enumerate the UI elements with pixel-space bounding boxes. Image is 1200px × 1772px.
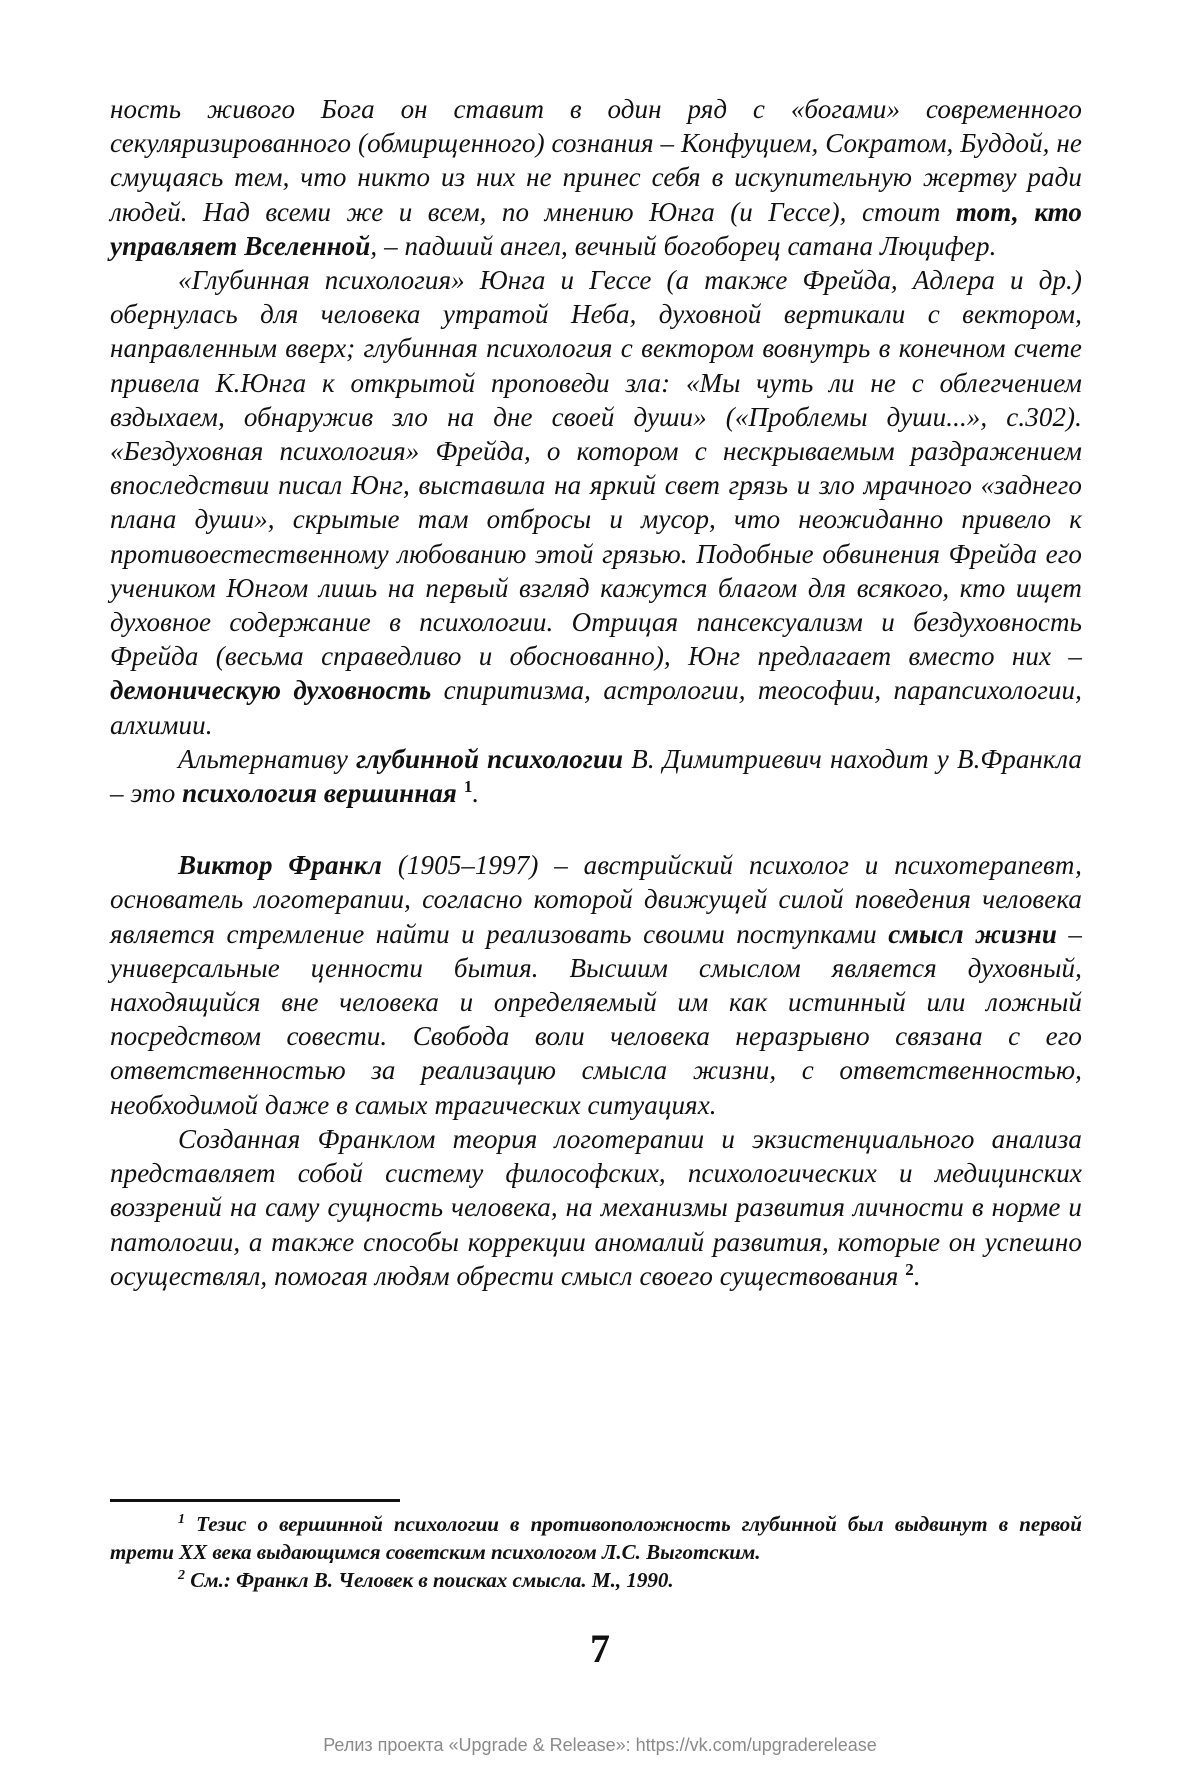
text-run: . bbox=[472, 778, 480, 809]
footnote-separator bbox=[110, 1499, 400, 1502]
emphasis-text: тот, кто управляет Вселенной bbox=[110, 196, 1082, 261]
footnote-reference: 1 bbox=[463, 777, 473, 797]
paragraph bbox=[110, 848, 1082, 1122]
footnote-number: 1 bbox=[178, 1512, 185, 1527]
release-credit: Релиз проекта «Upgrade & Release»: https://vk.com/upgraderelease bbox=[323, 1735, 877, 1755]
footnote-text: Тезис о вершинной психологии в противоположность глубинной был выдвинут в первой трети XX века выдающимся советским психологом Л.С. Выготским. bbox=[110, 1512, 1082, 1564]
text-run: спиритизма, астрологии, теософии, парапсихологии, алхимии. bbox=[110, 675, 1083, 740]
paragraph bbox=[110, 263, 1082, 742]
text-run: «Глубинная психология» Юнга и Гессе (а также Фрейда, Адлера и др.) обернулась для человека утратой Неба, духовной вертикали с вектором, направленным вверх; глубинная психология с вектором вовнутрь в конечном счете привела К.Юнга к открытой проповеди зла: «Мы чуть ли не с облегчением вздыхаем, обнаружив зло на дне своей души» («Проблемы души...», с.302). «Бездуховная психология» Фрейда, о котором с нескрываемым раздражением впоследствии писал Юнг, выставила на яркий свет грязь и зло мрачного «заднего плана души», скрытые там отбросы и мусор, что неожиданно привело к противоестественному любованию этой грязью. Подобные обвинения Фрейда его учеником Юнгом лишь на первый взгляд кажутся благом для всякого, кто ищет духовное содержание в психологии. Отрицая пансексуализм и бездуховность Фрейда (весьма справедливо и обоснованно), Юнг предлагает вместо них – bbox=[110, 265, 1082, 672]
emphasis-text: глубинной психологии bbox=[356, 743, 624, 774]
paragraph bbox=[110, 742, 1082, 810]
text-run: ность живого Бога он ставит в один ряд с «богами» современного секуляризированного (обмирщенного) сознания – Конфуцием, Сократом, Буддой, не смущаясь тем, что никто из них не принес себя в искупительную жертву ради людей. Над всеми же и всем, по мнению Юнга (и Гессе), стоит bbox=[110, 94, 1082, 227]
paragraph bbox=[110, 1122, 1082, 1293]
text-run: Альтернативу bbox=[178, 743, 357, 774]
emphasis-text: демоническую духовность bbox=[110, 675, 432, 706]
text-run: – универсальные ценности бытия. Высшим смыслом является духовный, находящийся вне человека и определяемый им как истинный или ложный посредством совести. Свобода воли человека неразрывно связана с его ответственностью за реализацию смысла жизни, с ответственностью, необходимой даже в самых трагических ситуациях. bbox=[110, 918, 1083, 1120]
paragraph bbox=[110, 92, 1082, 263]
emphasis-text: смысл жизни bbox=[888, 918, 1057, 949]
footnote-number: 2 bbox=[178, 1568, 185, 1583]
footnote bbox=[110, 1566, 1082, 1594]
footnote-reference: 2 bbox=[905, 1259, 914, 1279]
text-run: , – падший ангел, вечный богоборец сатана Люцифер. bbox=[370, 230, 997, 261]
text-run: (1905–1997) – австрийский психолог и психотерапевт, основатель логотерапии, согласно которой движущей силой поведения человека является стремление найти и реализовать своими поступками bbox=[110, 850, 1083, 949]
text-run: . bbox=[913, 1260, 921, 1291]
emphasis-text: психология вершинная bbox=[182, 778, 457, 809]
footnotes bbox=[110, 1510, 1082, 1594]
text-run: В. Димитриевич находит у В.Франкла – это bbox=[110, 743, 1083, 809]
emphasis-text: Виктор Франкл bbox=[178, 850, 383, 881]
page-number: 7 bbox=[590, 1626, 610, 1671]
text-run bbox=[457, 778, 464, 808]
footnote-text: См.: Франкл В. Человек в поисках смысла. М., 1990. bbox=[185, 1568, 674, 1592]
text-run: Созданная Франклом теория логотерапии и экзистенциального анализа представляет собой систему философских, психологических и медицинских воззрений на саму сущность человека, на механизмы развития личности в норме и патологии, а также способы коррекции аномалий развития, которые он успешно осуществлял, помогая людям обрести смысл своего существования bbox=[110, 1123, 1082, 1291]
body-text bbox=[110, 92, 1082, 1293]
footnote bbox=[110, 1510, 1082, 1566]
